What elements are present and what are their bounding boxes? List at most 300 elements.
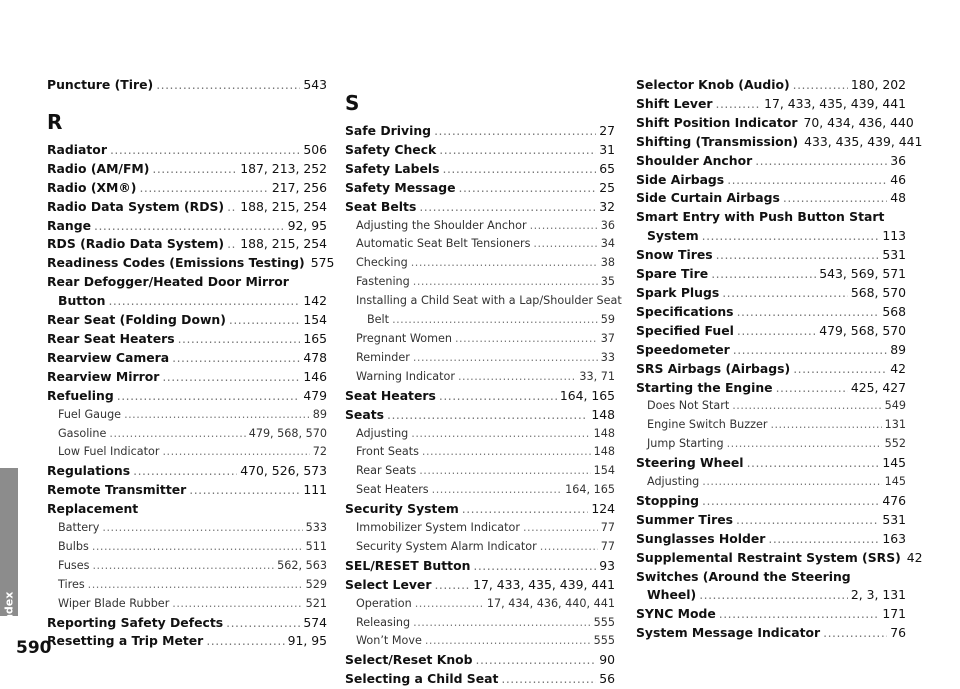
index-term: Security System Alarm Indicator	[356, 539, 537, 553]
index-term: Safety Message	[345, 179, 456, 195]
page-references[interactable]: 575	[310, 255, 335, 271]
dot-leader	[152, 160, 237, 179]
page-references[interactable]: 31	[599, 141, 615, 157]
index-term: Side Airbags	[636, 171, 725, 187]
index-entry[interactable]	[47, 141, 327, 160]
dot-leader	[229, 311, 300, 330]
page-references[interactable]: 433, 435, 439, 441	[804, 133, 923, 149]
index-entry[interactable]	[636, 360, 906, 379]
index-term: Radio Data System (RDS)	[47, 198, 225, 214]
dot-leader	[716, 95, 762, 114]
index-entry[interactable]	[636, 511, 906, 530]
page-references[interactable]: 543	[303, 77, 327, 92]
index-term: Rear Seat Heaters	[47, 330, 175, 346]
index-entry[interactable]	[345, 500, 615, 519]
dot-leader	[716, 246, 880, 265]
index-subentry[interactable]	[47, 425, 327, 444]
index-term: Supplemental Restraint System (SRS)	[636, 549, 901, 565]
index-entry[interactable]	[47, 614, 327, 633]
index-term: Fuses	[58, 558, 90, 572]
index-entry[interactable]	[345, 198, 615, 217]
dot-leader	[422, 443, 591, 462]
page-references[interactable]: 32	[599, 198, 615, 214]
page-number: 590	[16, 638, 52, 658]
index-entry[interactable]	[47, 235, 327, 254]
page-references[interactable]: 36	[890, 152, 906, 168]
page-references[interactable]: 46	[890, 171, 906, 187]
page-references[interactable]: 113	[882, 228, 906, 244]
dot-leader	[455, 330, 598, 349]
page-references[interactable]: 154	[303, 312, 327, 328]
dot-leader	[94, 217, 285, 236]
index-term: Radiator	[47, 141, 107, 157]
index-entry[interactable]	[345, 406, 615, 425]
page-references[interactable]: 148	[593, 426, 615, 440]
index-subentry[interactable]	[345, 614, 615, 633]
dot-leader	[530, 217, 598, 236]
page-references[interactable]: 479, 568, 570	[248, 426, 327, 440]
index-term: Side Curtain Airbags	[636, 190, 780, 206]
index-term: Select/Reset Knob	[345, 652, 473, 668]
index-term: Shift Lever	[636, 95, 713, 111]
index-entry[interactable]	[345, 141, 615, 160]
index-subentry[interactable]	[345, 538, 615, 557]
index-entry[interactable]	[636, 133, 923, 152]
index-subentry[interactable]	[636, 473, 906, 492]
index-term: Refueling	[47, 387, 114, 403]
index-subentry[interactable]	[636, 397, 906, 416]
index-subentry[interactable]	[345, 349, 615, 368]
index-term: Replacement	[47, 501, 139, 517]
page-references[interactable]: 529	[305, 577, 327, 591]
index-term: SEL/RESET Button	[345, 557, 471, 573]
index-entry[interactable]	[636, 171, 906, 190]
dot-leader	[434, 122, 596, 141]
index-entry[interactable]	[47, 349, 327, 368]
index-term: Regulations	[47, 463, 131, 479]
index-term: Battery	[58, 521, 100, 535]
dot-leader	[793, 76, 848, 95]
index-term: SYNC Mode	[636, 606, 716, 622]
index-term-continued: Button	[58, 293, 106, 309]
index-term: Security System	[345, 501, 459, 517]
page-references[interactable]: 555	[593, 634, 615, 648]
index-entry[interactable]	[636, 341, 906, 360]
index-entry[interactable]	[345, 651, 615, 670]
page-references[interactable]: 89	[890, 341, 906, 357]
index-entry[interactable]	[47, 368, 327, 387]
page-references[interactable]: 76	[890, 625, 906, 641]
dot-leader	[768, 530, 879, 549]
index-term: Does Not Start	[647, 399, 730, 413]
dot-leader	[702, 473, 881, 492]
dot-leader	[413, 349, 598, 368]
page-references[interactable]: 34	[600, 237, 615, 251]
dot-leader	[432, 481, 563, 500]
page-references[interactable]: 56	[599, 671, 615, 687]
index-term: Low Fuel Indicator	[58, 445, 160, 459]
page-references[interactable]: 146	[303, 368, 327, 384]
dot-leader	[172, 595, 302, 614]
index-entry[interactable]	[345, 576, 615, 595]
page-references[interactable]: 70, 434, 436, 440	[803, 114, 914, 130]
index-entry[interactable]	[47, 179, 327, 198]
index-entry[interactable]	[636, 530, 906, 549]
index-entry[interactable]	[636, 568, 906, 606]
index-term-continued: System	[647, 228, 699, 244]
index-entry[interactable]	[345, 122, 615, 141]
index-term: Sunglasses Holder	[636, 530, 766, 546]
page-references[interactable]: 478	[303, 349, 327, 365]
page-references[interactable]: 148	[593, 445, 615, 459]
page-references[interactable]: 17, 433, 435, 439, 441	[473, 576, 615, 592]
index-entry[interactable]	[636, 76, 906, 95]
index-entry[interactable]	[636, 303, 906, 322]
page-references[interactable]: 164, 165	[565, 483, 615, 497]
index-subentry[interactable]	[345, 462, 615, 481]
page-references[interactable]: 72	[312, 445, 327, 459]
page-references[interactable]: 552	[884, 437, 906, 451]
dot-leader	[533, 235, 597, 254]
index-term: Installing a Child Seat with a Lap/Shoulder Seat	[356, 294, 622, 308]
dot-leader	[415, 595, 484, 614]
page-references[interactable]: 562, 563	[277, 558, 327, 572]
index-term: Safety Check	[345, 141, 437, 157]
page-references[interactable]: 77	[600, 521, 615, 535]
index-subentry[interactable]	[47, 538, 327, 557]
page-references[interactable]: 164, 165	[559, 387, 615, 403]
dot-leader	[737, 303, 880, 322]
index-term: Reminder	[356, 350, 410, 364]
index-entry[interactable]	[345, 387, 615, 406]
page-references[interactable]: 531	[882, 511, 906, 527]
index-subentry[interactable]	[345, 632, 615, 651]
page-references[interactable]: 33, 71	[579, 369, 615, 383]
page-references[interactable]: 25	[599, 179, 615, 195]
index-entry[interactable]	[47, 632, 327, 651]
index-sidebar	[0, 0, 18, 678]
index-term: Spark Plugs	[636, 284, 720, 300]
index-section-label: Index	[2, 591, 16, 627]
index-term: Immobilizer System Indicator	[356, 521, 520, 535]
page-references[interactable]: 470, 526, 573	[240, 463, 327, 479]
index-subentry[interactable]	[345, 368, 615, 387]
dot-leader	[419, 198, 596, 217]
index-entry[interactable]	[636, 152, 906, 171]
dot-leader	[413, 614, 591, 633]
index-term: Seat Heaters	[356, 483, 429, 497]
index-term: Radio (AM/FM)	[47, 160, 150, 176]
index-entry[interactable]	[636, 624, 906, 643]
page-references[interactable]: 142	[303, 293, 327, 309]
index-entry[interactable]	[47, 462, 327, 481]
index-term: Switches (Around the Steering	[636, 568, 851, 584]
dot-leader	[117, 387, 301, 406]
page-references[interactable]: 476	[882, 492, 906, 508]
index-term: Reporting Safety Defects	[47, 614, 224, 630]
index-term: Wiper Blade Rubber	[58, 596, 170, 610]
index-entry[interactable]	[47, 198, 327, 217]
page-references[interactable]: 521	[305, 596, 327, 610]
page-references[interactable]: 145	[882, 455, 906, 471]
index-entry[interactable]	[47, 217, 327, 236]
page-references[interactable]: 568, 570	[850, 284, 906, 300]
index-subentry[interactable]	[47, 576, 327, 595]
index-entry[interactable]	[345, 670, 615, 689]
index-term: Spare Tire	[636, 266, 709, 282]
dot-leader	[109, 425, 245, 444]
index-entry[interactable]	[636, 454, 906, 473]
dot-leader	[439, 387, 557, 406]
index-entry[interactable]	[636, 605, 906, 624]
page-references[interactable]: 17, 433, 435, 439, 441	[764, 95, 906, 111]
page-references[interactable]: 555	[593, 615, 615, 629]
index-term: RDS (Radio Data System)	[47, 236, 225, 252]
index-term: Remote Transmitter	[47, 482, 187, 498]
index-term: Selector Knob (Audio)	[636, 77, 790, 92]
index-subentry[interactable]	[345, 481, 615, 500]
index-term-continued: Belt	[367, 313, 390, 327]
index-term: Summer Tires	[636, 511, 733, 527]
dot-leader	[540, 538, 598, 557]
dot-leader	[124, 406, 310, 425]
page-references[interactable]: 77	[600, 539, 615, 553]
page-references[interactable]: 89	[312, 407, 327, 421]
index-term: Releasing	[356, 615, 411, 629]
index-entry[interactable]	[636, 492, 906, 511]
dot-leader	[737, 322, 816, 341]
index-term: Warning Indicator	[356, 369, 455, 383]
page-references[interactable]: 543, 569, 571	[819, 266, 906, 282]
index-entry[interactable]	[636, 322, 906, 341]
index-entry[interactable]	[636, 246, 906, 265]
index-term: Resetting a Trip Meter	[47, 633, 204, 649]
dot-leader	[736, 511, 879, 530]
index-term: Shoulder Anchor	[636, 152, 753, 168]
index-term: Select Lever	[345, 576, 432, 592]
index-entry[interactable]	[636, 284, 906, 303]
dot-leader	[711, 265, 816, 284]
page-references[interactable]: 36	[600, 218, 615, 232]
index-subentry[interactable]	[636, 416, 906, 435]
page-references[interactable]: 165	[303, 330, 327, 346]
index-column-3	[636, 76, 923, 643]
index-term: Checking	[356, 256, 408, 270]
page-references[interactable]: 91, 95	[287, 633, 327, 649]
page-references[interactable]: 506	[303, 141, 327, 157]
page-references[interactable]: 93	[599, 557, 615, 573]
index-term: Gasoline	[58, 426, 107, 440]
dot-leader	[227, 198, 237, 217]
page-references[interactable]: 124	[591, 501, 615, 517]
index-term: Starting the Engine	[636, 379, 773, 395]
page-references[interactable]: 154	[593, 464, 615, 478]
page-references[interactable]: 33	[600, 350, 615, 364]
page-references[interactable]: 188, 215, 254	[240, 198, 327, 214]
dot-leader	[411, 254, 598, 273]
dot-leader	[392, 311, 598, 330]
dot-leader	[156, 76, 300, 95]
page-references[interactable]: 574	[303, 614, 327, 630]
page-references[interactable]: 17, 434, 436, 440, 441	[486, 596, 615, 610]
page-references[interactable]: 187, 213, 252	[240, 160, 327, 176]
dot-leader	[458, 368, 576, 387]
index-term: Specified Fuel	[636, 322, 734, 338]
dot-leader	[227, 235, 237, 254]
dot-leader	[110, 141, 300, 160]
index-term: Fuel Gauge	[58, 407, 122, 421]
dot-leader	[189, 481, 300, 500]
index-term: Smart Entry with Push Button Start	[636, 209, 885, 225]
index-entry[interactable]	[47, 500, 327, 519]
index-entry[interactable]	[636, 379, 906, 398]
page-references[interactable]: 163	[882, 530, 906, 546]
index-subentry[interactable]	[345, 254, 615, 273]
index-entry[interactable]	[345, 179, 615, 198]
dot-leader	[702, 227, 880, 246]
index-term: Fastening	[356, 275, 410, 289]
dot-leader	[732, 397, 881, 416]
index-subentry[interactable]	[345, 425, 615, 444]
index-term-continued: Wheel)	[647, 587, 697, 603]
page-references[interactable]: 35	[600, 275, 615, 289]
index-term: Safety Labels	[345, 160, 440, 176]
index-term: Shifting (Transmission)	[636, 133, 799, 149]
index-term: Rearview Mirror	[47, 368, 160, 384]
index-entry[interactable]	[47, 76, 327, 95]
page-references[interactable]: 38	[600, 256, 615, 270]
index-term: Jump Starting	[647, 437, 724, 451]
index-entry[interactable]	[636, 265, 906, 284]
dot-leader	[139, 179, 268, 198]
index-entry[interactable]	[636, 208, 906, 246]
index-term: Engine Switch Buzzer	[647, 418, 768, 432]
dot-leader	[459, 179, 597, 198]
letter-heading: S	[345, 91, 360, 115]
dot-leader	[178, 330, 301, 349]
index-term: Operation	[356, 596, 412, 610]
index-term: Seat Belts	[345, 198, 417, 214]
index-subentry[interactable]	[345, 292, 622, 330]
dot-leader	[719, 605, 880, 624]
page-references[interactable]: 92, 95	[287, 217, 327, 233]
index-term: Adjusting the Shoulder Anchor	[356, 218, 527, 232]
index-term: Bulbs	[58, 539, 89, 553]
index-entry[interactable]	[47, 387, 327, 406]
index-term: Seats	[345, 406, 384, 422]
index-column-2	[345, 76, 622, 689]
index-subentry[interactable]	[47, 443, 327, 462]
page-references[interactable]: 37	[600, 331, 615, 345]
dot-leader	[108, 292, 300, 311]
page-references[interactable]: 479	[303, 387, 327, 403]
page-references[interactable]: 425, 427	[850, 379, 906, 395]
index-entry[interactable]	[47, 311, 327, 330]
index-subentry[interactable]	[345, 273, 615, 292]
dot-leader	[92, 557, 274, 576]
dot-leader	[755, 152, 887, 171]
index-term: Safe Driving	[345, 123, 432, 138]
index-subentry[interactable]	[636, 435, 906, 454]
page-references[interactable]: 549	[884, 399, 906, 413]
page-references[interactable]: 531	[882, 247, 906, 263]
index-subentry[interactable]	[345, 235, 615, 254]
index-subentry[interactable]	[345, 217, 615, 236]
page-references[interactable]: 131	[884, 418, 906, 432]
index-entry[interactable]	[47, 330, 327, 349]
index-entry[interactable]	[345, 160, 615, 179]
dot-leader	[172, 349, 300, 368]
dot-leader	[770, 416, 881, 435]
index-subentry[interactable]	[47, 406, 327, 425]
page-references[interactable]: 479, 568, 570	[819, 322, 906, 338]
index-term: Snow Tires	[636, 247, 713, 263]
page-references[interactable]: 533	[305, 521, 327, 535]
index-entry[interactable]	[636, 189, 906, 208]
index-entry[interactable]	[636, 114, 914, 133]
page-references[interactable]: 511	[305, 539, 327, 553]
index-entry[interactable]	[47, 254, 335, 273]
page-references[interactable]: 188, 215, 254	[240, 236, 327, 252]
index-entry[interactable]	[345, 557, 615, 576]
index-subentry[interactable]	[345, 443, 615, 462]
index-entry[interactable]	[47, 160, 327, 179]
dot-leader	[88, 576, 303, 595]
index-term: Tires	[58, 577, 85, 591]
index-term: Adjusting	[356, 426, 409, 440]
page-references[interactable]: 65	[599, 160, 615, 176]
page-references[interactable]: 48	[890, 190, 906, 206]
page-references[interactable]: 27	[599, 123, 615, 138]
index-term: Adjusting	[647, 475, 700, 489]
page-references[interactable]: 180, 202	[850, 77, 906, 92]
dot-leader	[92, 538, 303, 557]
page-references[interactable]: 171	[882, 606, 906, 622]
index-subentry[interactable]	[47, 557, 327, 576]
dot-leader	[476, 651, 597, 670]
index-term: Rear Seat (Folding Down)	[47, 312, 226, 328]
index-subentry[interactable]	[345, 519, 615, 538]
page-references[interactable]: 148	[591, 406, 615, 422]
dot-leader	[699, 586, 848, 605]
page-references[interactable]: 42	[890, 360, 906, 376]
index-subentry[interactable]	[345, 330, 615, 349]
index-entry[interactable]	[636, 549, 923, 568]
dot-leader	[727, 171, 887, 190]
dot-leader	[413, 273, 598, 292]
index-subentry[interactable]	[47, 519, 327, 538]
index-entry[interactable]	[47, 481, 327, 500]
page-references[interactable]: 145	[884, 475, 906, 489]
page-references[interactable]: 2, 3, 131	[850, 587, 906, 603]
page-references[interactable]: 59	[600, 313, 615, 327]
page-references[interactable]: 111	[303, 482, 327, 498]
index-term: Stopping	[636, 492, 700, 508]
page-references[interactable]: 90	[599, 652, 615, 668]
index-term: Selecting a Child Seat	[345, 671, 499, 687]
index-subentry[interactable]	[47, 595, 327, 614]
index-entry[interactable]	[47, 273, 327, 311]
dot-leader	[425, 632, 591, 651]
page-references[interactable]: 42	[906, 549, 923, 565]
dot-leader	[162, 443, 309, 462]
page-references[interactable]: 568	[882, 303, 906, 319]
dot-leader	[387, 406, 588, 425]
page-references[interactable]: 217, 256	[271, 179, 327, 195]
index-term: Steering Wheel	[636, 455, 744, 471]
index-subentry[interactable]	[345, 595, 615, 614]
index-entry[interactable]	[636, 95, 906, 114]
